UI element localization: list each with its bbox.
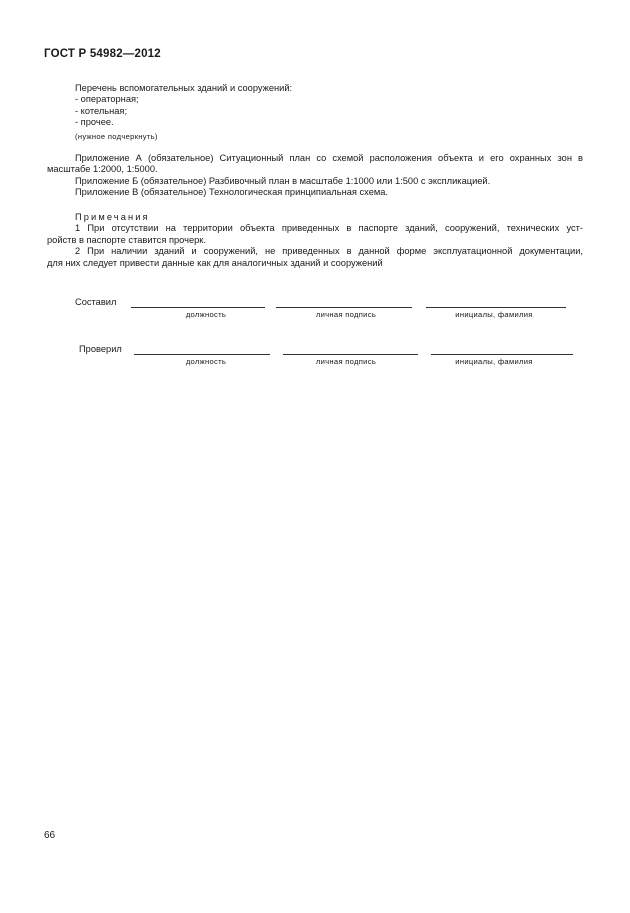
appendix-b: Приложение Б (обязательное) Разбивочный план в масштабе 1:1000 или 1:500 с экспликацией. bbox=[75, 175, 491, 186]
checked-name-caption: инициалы, фамилия bbox=[455, 357, 533, 366]
page-number: 66 bbox=[44, 830, 56, 841]
compiled-position-line[interactable] bbox=[131, 307, 265, 308]
checked-signature-line[interactable] bbox=[283, 354, 418, 355]
compiled-name-caption: инициалы, фамилия bbox=[455, 310, 533, 319]
notes-section bbox=[47, 212, 583, 269]
notes-title: Примечания bbox=[75, 212, 150, 222]
checked-signature-caption: личная подпись bbox=[315, 357, 377, 366]
aux-buildings-section bbox=[75, 83, 585, 142]
aux-item: - операторная; bbox=[75, 94, 139, 105]
checked-position-line[interactable] bbox=[134, 354, 270, 355]
appendix-a-line1: Приложение А (обязательное) Ситуационный план со схемой расположения объекта и его охранных зон в bbox=[75, 153, 583, 163]
underline-note: (нужное подчеркнуть) bbox=[75, 131, 158, 141]
note-1-line1: 1 При отсутствии на территории объекта приведенных в паспорте зданий, сооружений, технических уст- bbox=[75, 223, 583, 234]
page-header-code: ГОСТ Р 54982—2012 bbox=[44, 48, 161, 60]
checked-position-caption: должность bbox=[185, 357, 227, 366]
compiled-label: Составил bbox=[75, 297, 117, 307]
signature-row-compiled bbox=[0, 297, 630, 321]
checked-name-line[interactable] bbox=[431, 354, 573, 355]
compiled-signature-line[interactable] bbox=[276, 307, 412, 308]
aux-item: - прочее. bbox=[75, 117, 114, 128]
signature-row-checked bbox=[0, 344, 630, 368]
appendix-v: Приложение В (обязательное) Технологическая принципиальная схема. bbox=[75, 187, 389, 198]
compiled-name-line[interactable] bbox=[426, 307, 566, 308]
note-2-line2: для них следует привести данные как для аналогичных зданий и сооружений bbox=[47, 257, 383, 268]
note-1-line2: ройств в паспорте ставится прочерк. bbox=[47, 234, 206, 245]
checked-label: Проверил bbox=[79, 344, 122, 354]
aux-buildings-title: Перечень вспомогательных зданий и сооружений: bbox=[75, 83, 293, 93]
compiled-position-caption: должность bbox=[185, 310, 227, 319]
aux-item: - котельная; bbox=[75, 105, 128, 116]
compiled-signature-caption: личная подпись bbox=[315, 310, 377, 319]
appendices-section bbox=[47, 153, 583, 199]
appendix-a-line2: масштабе 1:2000, 1:5000. bbox=[47, 164, 158, 175]
note-2-line1: 2 При наличии зданий и сооружений, не приведенных в данной форме эксплуатационной документации, bbox=[75, 246, 583, 257]
